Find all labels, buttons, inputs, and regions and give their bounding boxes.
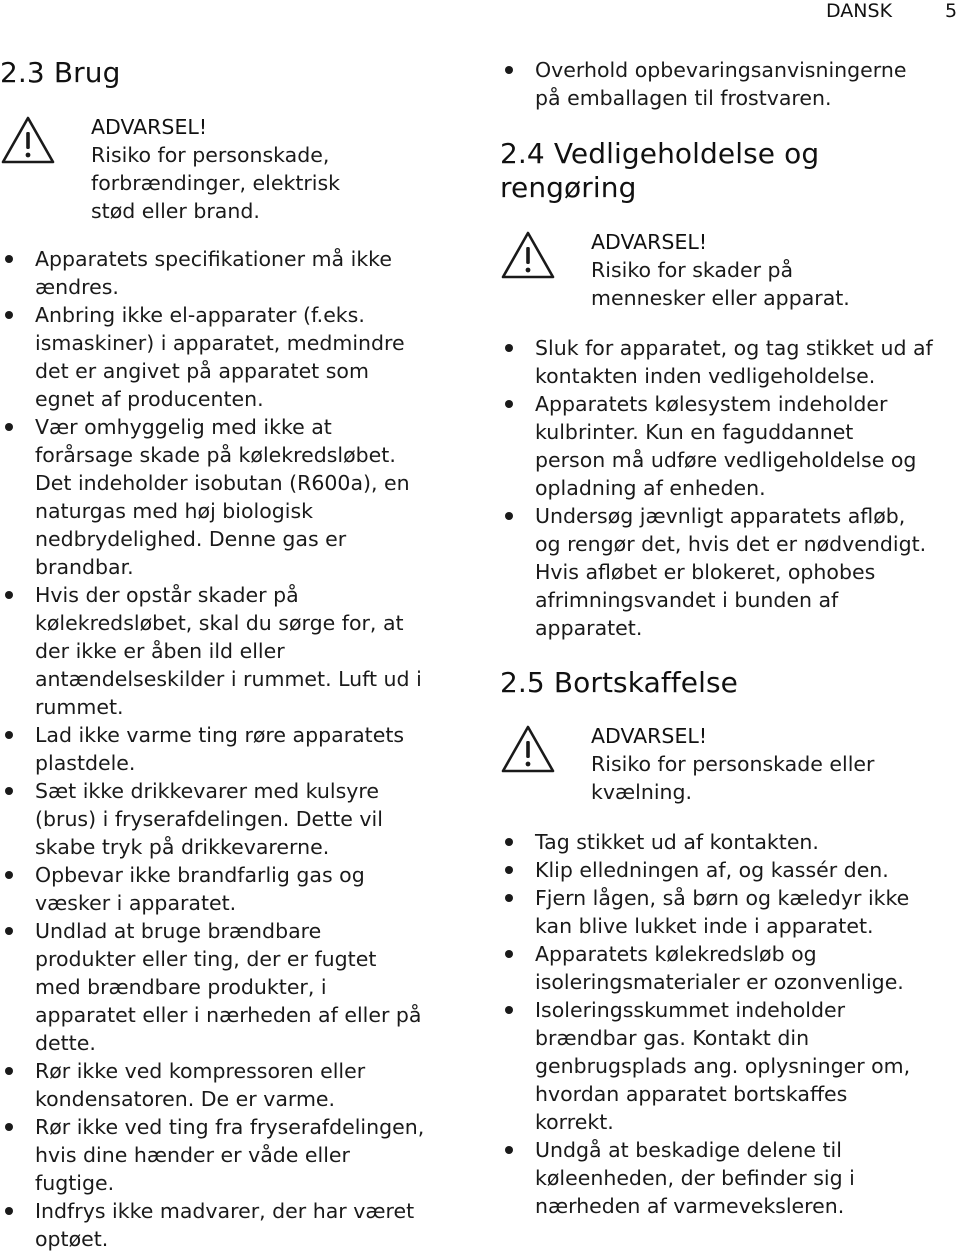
warning-title: ADVARSEL! [591, 724, 708, 748]
warning-line: forbrændinger, elektrisk [91, 171, 341, 195]
list-item-line: Det indeholder isobutan (R600a), en [35, 471, 410, 495]
list-item-line: brandbar. [35, 555, 134, 579]
bullet-list [500, 334, 960, 642]
list-item-line: dette. [35, 1031, 96, 1055]
list-item-line: der ikke er åben ild eller [35, 639, 285, 663]
list-item-line: Anbring ikke el-apparater (f.eks. [35, 303, 365, 327]
list-item-line: Rør ikke ved kompressoren eller [35, 1059, 366, 1083]
list-item-line: Undgå at beskadige delene til [535, 1138, 842, 1162]
list-item-line: Apparatets kølekredsløb og [535, 942, 817, 966]
list-item [0, 301, 470, 413]
warning-title: ADVARSEL! [91, 115, 208, 139]
list-item-line: hvis dine hænder er våde eller [35, 1143, 350, 1167]
list-item-line: kan blive lukket inde i apparatet. [535, 914, 874, 938]
list-item-line: og rengør det, hvis det er nødvendigt. [535, 532, 927, 556]
list-item-line: Vær omhyggelig med ikke at [35, 415, 332, 439]
list-item-line: på emballagen til frostvaren. [535, 86, 832, 110]
section-heading-2-3: 2.3 Brug [0, 56, 121, 89]
list-item-line: plastdele. [35, 751, 136, 775]
list-item-line: væsker i apparatet. [35, 891, 237, 915]
page-header [0, 0, 960, 22]
list-item-line: optøet. [35, 1227, 109, 1251]
list-item-line: hvordan apparatet bortskaffes [535, 1082, 848, 1106]
list-item [500, 996, 960, 1136]
list-item [500, 502, 960, 642]
list-item-line: opladning af enheden. [535, 476, 766, 500]
page-number: 5 [945, 0, 958, 22]
list-item [0, 1113, 470, 1197]
list-item [500, 1136, 960, 1220]
bullet-list [500, 828, 960, 1220]
warning-line: Risiko for skader på [591, 258, 794, 282]
list-item [500, 828, 960, 856]
list-item-line: Lad ikke varme ting røre apparatets [35, 723, 405, 747]
list-item-line: brændbar gas. Kontakt din [535, 1026, 810, 1050]
list-item-line: nærheden af varmeveksleren. [535, 1194, 845, 1218]
list-item-line: (brus) i fryserafdelingen. Dette vil [35, 807, 383, 831]
warning-triangle-icon [500, 724, 556, 774]
list-item-line: kulbrinter. Kun en faguddannet [535, 420, 854, 444]
list-item-line: nedbrydelighed. Denne gas er [35, 527, 347, 551]
list-item-line: forårsage skade på kølekredsløbet. [35, 443, 396, 467]
list-item-line: Undersøg jævnligt apparatets afløb, [535, 504, 906, 528]
list-item [500, 940, 960, 996]
list-item [500, 884, 960, 940]
list-item [500, 390, 960, 502]
warning-title: ADVARSEL! [591, 230, 708, 254]
list-item-line: det er angivet på apparatet som [35, 359, 369, 383]
list-item-line: Opbevar ikke brandfarlig gas og [35, 863, 365, 887]
list-item-line: Undlad at bruge brændbare [35, 919, 322, 943]
list-item [0, 861, 470, 917]
section-heading-2-5: 2.5 Bortskaffelse [500, 666, 738, 699]
list-item-line: Rør ikke ved ting fra fryserafdelingen, [35, 1115, 425, 1139]
list-item-line: kondensatoren. De er varme. [35, 1087, 336, 1111]
list-item [500, 856, 960, 884]
bullet-list [0, 245, 470, 1253]
warning-triangle-icon [0, 115, 56, 165]
warning-line: Risiko for personskade eller [591, 752, 875, 776]
list-item-line: Tag stikket ud af kontakten. [535, 830, 819, 854]
list-item-line: kølekredsløbet, skal du sørge for, at [35, 611, 404, 635]
list-item-line: Klip elledningen af, og kassér den. [535, 858, 889, 882]
list-item-line: med brændbare produkter, i [35, 975, 327, 999]
list-item [0, 413, 470, 581]
list-item-line: fugtige. [35, 1171, 115, 1195]
list-item-line: Isoleringsskummet indeholder [535, 998, 846, 1022]
list-item-line: naturgas med høj biologisk [35, 499, 314, 523]
list-item-line: Hvis afløbet er blokeret, ophobes [535, 560, 876, 584]
language-label: DANSK [826, 0, 893, 22]
section-heading-2-4 [500, 137, 960, 205]
list-item-line: egnet af producenten. [35, 387, 264, 411]
list-item-line: isoleringsmaterialer er ozonvenlige. [535, 970, 904, 994]
list-item-line: korrekt. [535, 1110, 614, 1134]
list-item-line: Overhold opbevaringsanvisningerne [535, 58, 907, 82]
warning-line: mennesker eller apparat. [591, 286, 850, 310]
list-item [0, 917, 470, 1057]
list-item-line: genbrugsplads ang. oplysninger om, [535, 1054, 911, 1078]
list-item-line: Apparatets kølesystem indeholder [535, 392, 888, 416]
heading-line: rengøring [500, 171, 637, 204]
list-item-line: Sæt ikke drikkevarer med kulsyre [35, 779, 379, 803]
list-item-line: apparatet eller i nærheden af eller på [35, 1003, 422, 1027]
list-item-line: antændelseskilder i rummet. Luft ud i [35, 667, 422, 691]
list-item [500, 334, 960, 390]
list-item-line: Sluk for apparatet, og tag stikket ud af [535, 336, 933, 360]
list-item-line: afrimningsvandet i bunden af [535, 588, 839, 612]
list-item [0, 777, 470, 861]
list-item [0, 245, 470, 301]
heading-line: 2.4 Vedligeholdelse og [500, 137, 820, 170]
list-item [0, 1197, 470, 1253]
warning-line: Risiko for personskade, [91, 143, 330, 167]
list-item-line: Hvis der opstår skader på [35, 583, 299, 607]
bullet-list [500, 56, 960, 112]
list-item-line: Apparatets specifikationer må ikke [35, 247, 392, 271]
list-item-line: Fjern lågen, så børn og kæledyr ikke [535, 886, 910, 910]
list-item-line: køleenheden, der befinder sig i [535, 1166, 855, 1190]
list-item-line: apparatet. [535, 616, 643, 640]
list-item [0, 1057, 470, 1113]
list-item [0, 721, 470, 777]
warning-triangle-icon [500, 230, 556, 280]
list-item [0, 581, 470, 721]
list-item [500, 56, 960, 112]
list-item-line: kontakten inden vedligeholdelse. [535, 364, 876, 388]
warning-line: stød eller brand. [91, 199, 260, 223]
warning-line: kvælning. [591, 780, 693, 804]
list-item-line: ismaskiner) i apparatet, medmindre [35, 331, 405, 355]
list-item-line: Indfrys ikke madvarer, der har været [35, 1199, 415, 1223]
list-item-line: ændres. [35, 275, 119, 299]
list-item-line: produkter eller ting, der er fugtet [35, 947, 377, 971]
list-item-line: rummet. [35, 695, 124, 719]
list-item-line: person må udføre vedligeholdelse og [535, 448, 917, 472]
list-item-line: skabe tryk på drikkevarerne. [35, 835, 330, 859]
